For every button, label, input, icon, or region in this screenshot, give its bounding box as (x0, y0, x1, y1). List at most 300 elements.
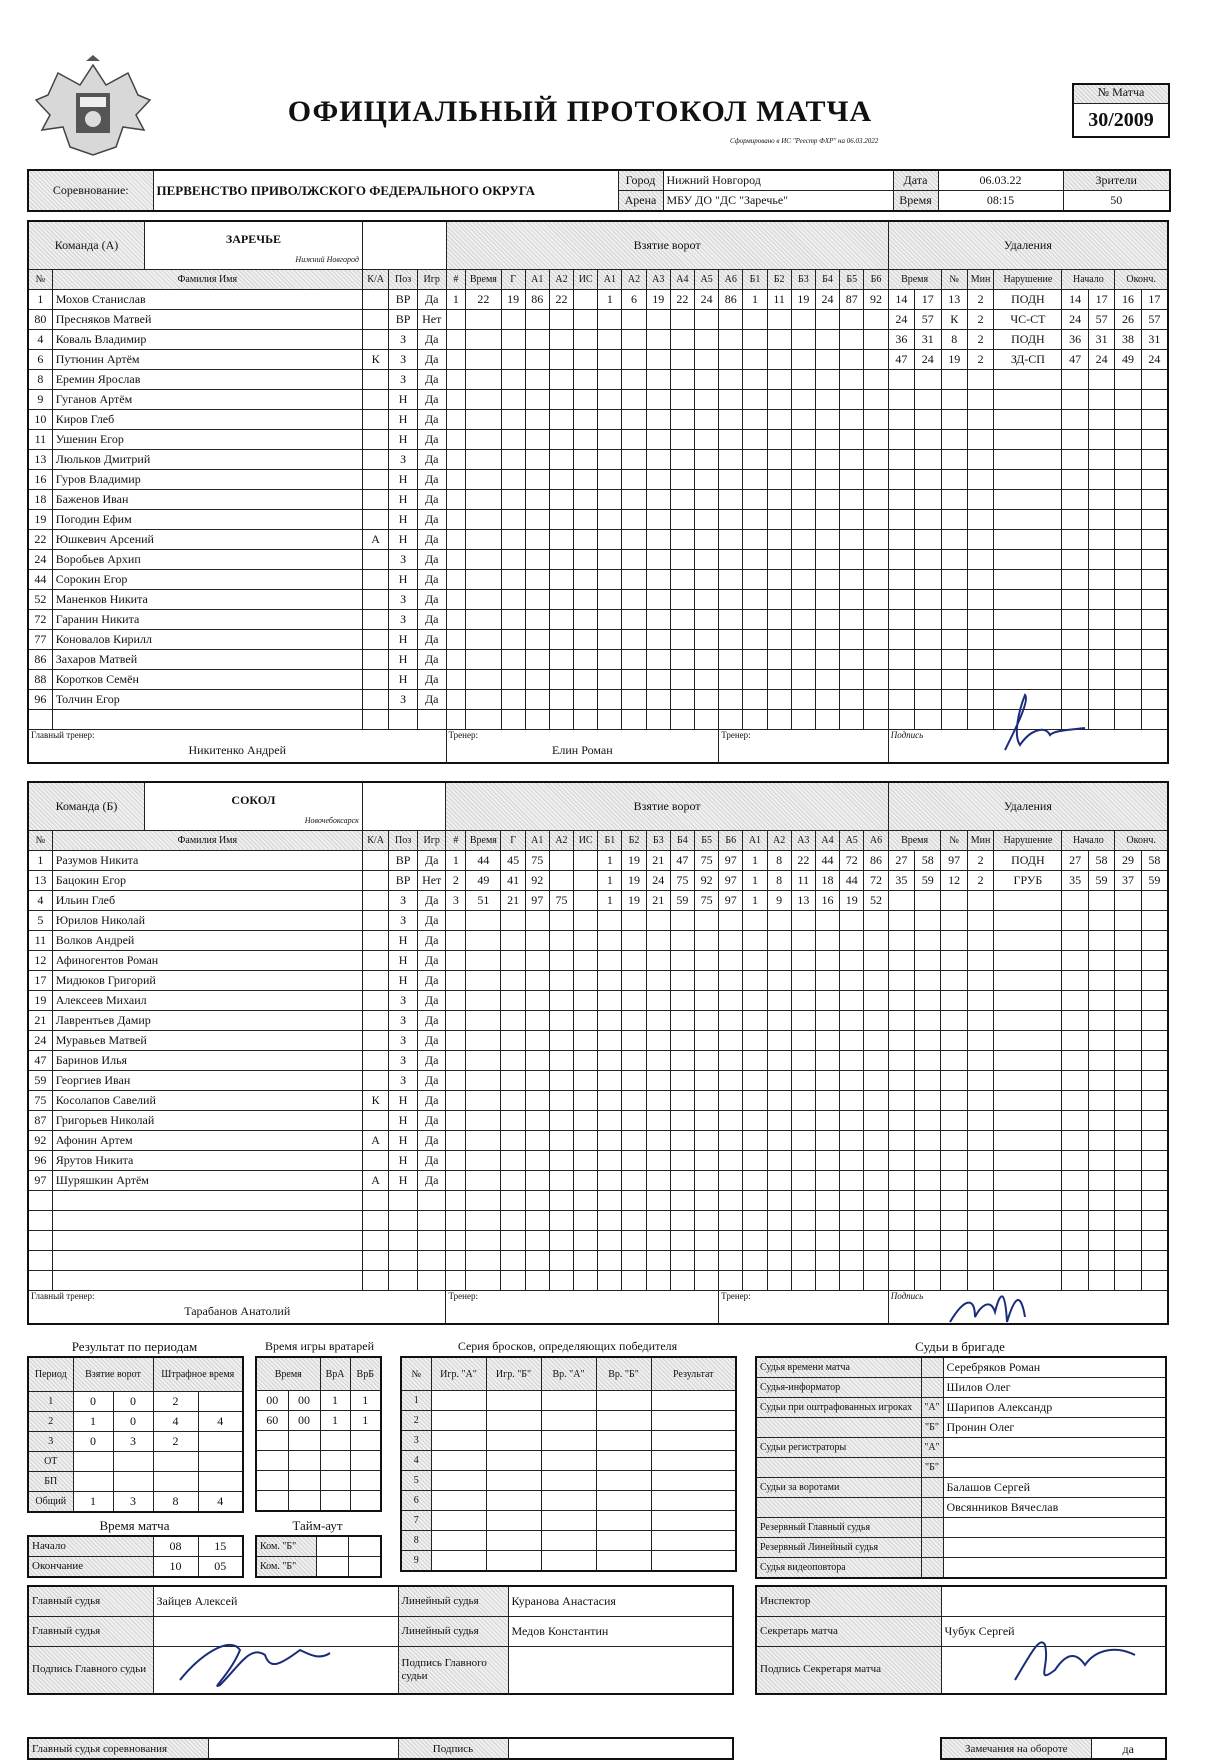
player-cell: А (362, 1130, 388, 1150)
goalie-cell (288, 1471, 320, 1491)
player-cell: 77 (28, 629, 52, 649)
col-header: № (28, 830, 52, 850)
goalie-row (256, 1471, 381, 1491)
time-value: 08:15 (938, 191, 1063, 212)
player-cell: Георгиев Иван (52, 1070, 362, 1090)
goal-cell: 75 (694, 850, 718, 870)
results-cell (198, 1471, 243, 1491)
player-cell: Да (417, 689, 446, 709)
player-row (28, 1190, 1168, 1210)
player-cell (362, 409, 388, 429)
goal-cell: 86 (719, 289, 743, 309)
penalty-cell: ПОДН (994, 289, 1062, 309)
team-a-section (27, 220, 1169, 764)
referee-row (756, 1418, 1166, 1438)
penalty-cell: 58 (1141, 850, 1168, 870)
player-row (28, 369, 1168, 389)
player-cell: Да (417, 990, 446, 1010)
goal-col-header: Г (501, 269, 525, 289)
player-cell (389, 1270, 418, 1290)
player-cell: Н (389, 529, 418, 549)
referee-name: Серебряков Роман (943, 1357, 1166, 1378)
player-cell: Юшкевич Арсений (52, 529, 362, 549)
referee-role (756, 1498, 921, 1518)
player-row (28, 349, 1168, 369)
player-cell: 11 (28, 930, 52, 950)
player-cell: З (389, 1030, 418, 1050)
goalies-col-b: ВрБ (350, 1357, 381, 1391)
results-cell: 1 (73, 1491, 113, 1512)
penalty-cell: 2 (967, 349, 993, 369)
player-cell: 96 (28, 689, 52, 709)
player-cell: Н (389, 469, 418, 489)
goal-cell: 1 (743, 870, 767, 890)
player-cell (362, 1050, 388, 1070)
player-cell: Разумов Никита (52, 850, 362, 870)
goal-cell (574, 289, 598, 309)
referee-role: Резервный Линейный судья (756, 1538, 921, 1558)
player-cell: Да (417, 409, 446, 429)
spectators-label: Зрители (1063, 170, 1170, 191)
player-cell (417, 1210, 446, 1230)
player-cell: Да (417, 489, 446, 509)
results-cell: 4 (198, 1491, 243, 1512)
referee-role: Судья-информатор (756, 1378, 921, 1398)
date-value: 06.03.22 (938, 170, 1063, 191)
goal-col-header: А2 (549, 269, 573, 289)
penalty-cell: 57 (1141, 309, 1168, 329)
player-cell: Да (417, 669, 446, 689)
player-cell: Коновалов Кирилл (52, 629, 362, 649)
player-cell: Нет (417, 309, 446, 329)
player-cell (362, 1150, 388, 1170)
shootout-row (401, 1451, 736, 1471)
sign-label: Подпись (890, 1290, 924, 1301)
goal-col-header: Время (466, 830, 501, 850)
pen-col-start: Начало (1062, 269, 1115, 289)
results-cell (153, 1451, 198, 1471)
player-cell: 17 (28, 970, 52, 990)
player-cell: 16 (28, 469, 52, 489)
shootout-no: 4 (401, 1451, 431, 1471)
player-cell (52, 1250, 362, 1270)
player-cell: Да (417, 970, 446, 990)
player-cell: Толчин Егор (52, 689, 362, 709)
player-cell: 1 (28, 850, 52, 870)
player-row (28, 930, 1168, 950)
timeout-table (255, 1535, 382, 1578)
inspector-label: Инспектор (756, 1586, 941, 1616)
player-cell (362, 1110, 388, 1130)
player-row (28, 850, 1168, 870)
penalty-cell: 57 (1088, 309, 1114, 329)
penalty-cell: 47 (888, 349, 914, 369)
player-cell: Баженов Иван (52, 489, 362, 509)
goal-col-header: ИС (574, 830, 598, 850)
goal-cell (549, 870, 573, 890)
player-cell (362, 389, 388, 409)
results-cell (198, 1431, 243, 1451)
goal-cell: 22 (791, 850, 815, 870)
results-cell: 3 (28, 1431, 73, 1451)
goal-cell: 72 (864, 870, 888, 890)
referee-row (756, 1538, 1166, 1558)
signature-team-a (975, 690, 1095, 770)
main-ref-sign-label: Подпись Главного судьи (28, 1646, 153, 1694)
shootout-title: Серия бросков, определяющих победителя (457, 1339, 678, 1353)
goal-cell: 52 (864, 890, 888, 910)
player-cell: 44 (28, 569, 52, 589)
player-cell (362, 1010, 388, 1030)
player-cell (389, 1210, 418, 1230)
competition-label: Соревнование: (28, 170, 153, 211)
referee-row (756, 1398, 1166, 1418)
player-cell: 72 (28, 609, 52, 629)
col-header: Игр (417, 269, 446, 289)
goalie-row (256, 1391, 381, 1411)
referee-row (756, 1478, 1166, 1498)
goal-cell: 1 (598, 850, 622, 870)
player-row (28, 589, 1168, 609)
player-cell: 52 (28, 589, 52, 609)
player-row (28, 629, 1168, 649)
player-cell (362, 569, 388, 589)
goal-col-header: Б4 (670, 830, 694, 850)
player-cell (362, 890, 388, 910)
player-cell: ВР (389, 289, 418, 309)
penalty-cell: 26 (1115, 309, 1141, 329)
results-cell: 3 (113, 1431, 153, 1451)
goalies-table (255, 1356, 382, 1512)
player-row (28, 329, 1168, 349)
referees-table (755, 1356, 1167, 1579)
goal-cell: 3 (446, 890, 466, 910)
goal-cell: 9 (767, 890, 791, 910)
goalie-cell (256, 1451, 288, 1471)
col-header: К/А (362, 830, 388, 850)
signature-team-b (945, 1282, 1055, 1342)
shootout-col: Вр. "А" (541, 1357, 596, 1391)
head-coach-name: Никитенко Андрей (188, 742, 286, 757)
shootout-col: Игр. "А" (431, 1357, 486, 1391)
goal-col-header: А4 (815, 830, 839, 850)
results-row (28, 1431, 243, 1451)
goal-col-header: А3 (791, 830, 815, 850)
player-cell: 75 (28, 1090, 52, 1110)
goal-cell: 8 (767, 870, 791, 890)
player-cell: Да (417, 449, 446, 469)
city-value: Нижний Новгород (663, 170, 893, 191)
goal-cell: 97 (719, 850, 743, 870)
goal-col-header: Б5 (840, 269, 864, 289)
penalty-cell: 97 (941, 850, 967, 870)
penalty-cell: 31 (915, 329, 941, 349)
referee-role: Судья времени матча (756, 1357, 921, 1378)
shootout-row (401, 1391, 736, 1411)
player-cell: 80 (28, 309, 52, 329)
player-cell (389, 1190, 418, 1210)
goal-cell: 87 (840, 289, 864, 309)
pen-col-start: Начало (1062, 830, 1115, 850)
player-cell (417, 1270, 446, 1290)
player-cell: ВР (389, 870, 418, 890)
referee-team (921, 1498, 943, 1518)
goal-cell: 86 (864, 850, 888, 870)
officials-left (27, 1585, 734, 1695)
results-cell: 1 (73, 1411, 113, 1431)
results-cell: 2 (153, 1431, 198, 1451)
linesman-label-2: Линейный судья (398, 1616, 508, 1646)
goal-cell: 24 (695, 289, 719, 309)
player-cell: Да (417, 509, 446, 529)
player-cell (362, 489, 388, 509)
player-cell: Да (417, 1050, 446, 1070)
player-cell: Н (389, 950, 418, 970)
player-cell: Да (417, 389, 446, 409)
results-row (28, 1391, 243, 1411)
penalty-cell: 57 (915, 309, 941, 329)
goal-cell: 1 (598, 890, 622, 910)
match-number: 30/2009 (1088, 109, 1154, 131)
player-row (28, 569, 1168, 589)
coach-label: Тренер: (448, 729, 478, 740)
col-header: Игр (417, 830, 446, 850)
goal-cell: 51 (466, 890, 501, 910)
pen-col-min: Мин (967, 830, 993, 850)
goal-col-header: А6 (719, 269, 743, 289)
notes-value: да (1091, 1738, 1166, 1759)
player-cell: Захаров Матвей (52, 649, 362, 669)
player-cell: Нет (417, 870, 446, 890)
player-cell: Алексеев Михаил (52, 990, 362, 1010)
coach-name: Елин Роман (552, 742, 613, 757)
referee-role: Судьи регистраторы (756, 1438, 921, 1458)
goalie-cell (256, 1471, 288, 1491)
col-header: № (28, 269, 52, 289)
results-row (28, 1411, 243, 1431)
player-row (28, 1150, 1168, 1170)
player-cell: 19 (28, 509, 52, 529)
pen-col-no: № (941, 830, 967, 850)
player-cell: Косолапов Савелий (52, 1090, 362, 1110)
player-cell (362, 1270, 388, 1290)
results-cell: ОТ (28, 1451, 73, 1471)
player-cell (389, 1250, 418, 1270)
player-cell (28, 1210, 52, 1230)
ref-sign-label: Подпись Главного судьи (398, 1646, 508, 1694)
goal-cell: 97 (719, 890, 743, 910)
player-cell: Н (389, 669, 418, 689)
shootout-no: 3 (401, 1431, 431, 1451)
player-row (28, 509, 1168, 529)
pen-col-end: Оконч. (1115, 269, 1168, 289)
goalie-cell: 00 (256, 1391, 288, 1411)
player-cell (362, 469, 388, 489)
goal-cell: 16 (815, 890, 839, 910)
goalies-col-a: ВрА (320, 1357, 350, 1391)
player-cell: З (389, 1050, 418, 1070)
player-cell: ВР (389, 850, 418, 870)
player-cell (362, 970, 388, 990)
goalies-title: Время игры вратарей (265, 1339, 374, 1353)
penalty-cell: 31 (1141, 329, 1168, 349)
goalie-cell: 00 (288, 1411, 320, 1431)
player-cell: Гуганов Артём (52, 389, 362, 409)
player-cell (362, 1250, 388, 1270)
pen-col-offense: Нарушение (994, 830, 1062, 850)
referee-name: Овсянников Вячеслав (943, 1498, 1166, 1518)
player-cell: 88 (28, 669, 52, 689)
goal-cell: 1 (743, 289, 767, 309)
goal-cell: 13 (791, 890, 815, 910)
notes-table (940, 1737, 1167, 1760)
player-cell: Путюнин Артём (52, 349, 362, 369)
linesman-2: Медов Константин (508, 1616, 733, 1646)
player-cell: Коваль Владимир (52, 329, 362, 349)
generated-note: Сформировано в ИС "Реестр ФХР" на 06.03.2022 (730, 137, 879, 145)
penalty-cell: 38 (1115, 329, 1141, 349)
referee-role: Судьи за воротами (756, 1478, 921, 1498)
player-cell (362, 1230, 388, 1250)
referee-role: Судья видеоповтора (756, 1558, 921, 1579)
player-cell: Да (417, 910, 446, 930)
goal-cell: 49 (466, 870, 501, 890)
penalty-cell: 16 (1115, 289, 1141, 309)
referee-row (756, 1498, 1166, 1518)
goal-cell: 8 (767, 850, 791, 870)
player-cell (417, 1230, 446, 1250)
main-ref-1: Зайцев Алексей (153, 1586, 398, 1616)
results-cell (153, 1471, 198, 1491)
arena-value: МБУ ДО "ДС "Заречье" (663, 191, 893, 212)
shootout-no: 9 (401, 1551, 431, 1572)
team-name: СОКОЛ (231, 793, 276, 807)
pen-col-no: № (941, 269, 967, 289)
penalty-cell: 13 (941, 289, 967, 309)
player-cell (362, 689, 388, 709)
goalie-row (256, 1431, 381, 1451)
player-cell: 24 (28, 1030, 52, 1050)
player-row (28, 449, 1168, 469)
referee-role: Судьи при оштрафованных игроках (756, 1398, 921, 1418)
player-row (28, 1030, 1168, 1050)
player-cell: Коротков Семён (52, 669, 362, 689)
arena-label: Арена (618, 191, 663, 212)
penalty-cell: 14 (888, 289, 914, 309)
player-cell: З (389, 349, 418, 369)
referee-role: Резервный Главный судья (756, 1518, 921, 1538)
player-cell (362, 589, 388, 609)
match-number-label: № Матча (1074, 85, 1168, 104)
shootout-no: 2 (401, 1411, 431, 1431)
goal-cell: 47 (670, 850, 694, 870)
goal-cell: 1 (743, 850, 767, 870)
player-row (28, 649, 1168, 669)
referee-name: Шилов Олег (943, 1378, 1166, 1398)
player-cell: Да (417, 429, 446, 449)
goal-cell: 44 (840, 870, 864, 890)
coach2-label: Тренер: (721, 729, 751, 740)
player-cell: 8 (28, 369, 52, 389)
player-cell: Н (389, 1170, 418, 1190)
penalty-cell: 14 (1062, 289, 1088, 309)
goal-cell: 1 (598, 289, 622, 309)
goal-cell: 75 (549, 890, 573, 910)
results-cell: 4 (198, 1411, 243, 1431)
player-cell: Да (417, 289, 446, 309)
penalty-cell: 47 (1062, 349, 1088, 369)
shootout-row (401, 1471, 736, 1491)
player-cell (52, 1230, 362, 1250)
eagle-emblem-icon (28, 55, 158, 165)
goalie-cell: 00 (288, 1391, 320, 1411)
player-cell (389, 709, 418, 729)
player-cell (52, 709, 362, 729)
player-cell: З (389, 549, 418, 569)
goal-col-header: А1 (598, 269, 622, 289)
col-header: Фамилия Имя (52, 830, 362, 850)
player-cell: К (362, 349, 388, 369)
player-cell: З (389, 910, 418, 930)
goal-col-header: # (446, 830, 466, 850)
player-cell: 13 (28, 449, 52, 469)
goal-cell: 1 (446, 850, 466, 870)
timeout-title: Тайм-аут (292, 1518, 343, 1533)
shootout-table (400, 1356, 737, 1572)
player-cell: Волков Андрей (52, 930, 362, 950)
player-row (28, 1230, 1168, 1250)
player-cell (28, 1250, 52, 1270)
goal-cell: 97 (525, 890, 549, 910)
shootout-row (401, 1491, 736, 1511)
referee-name (943, 1538, 1166, 1558)
goal-col-header: А2 (767, 830, 791, 850)
player-cell: 13 (28, 870, 52, 890)
player-row (28, 1130, 1168, 1150)
goal-cell: 19 (791, 289, 815, 309)
player-row (28, 309, 1168, 329)
player-cell: Н (389, 1110, 418, 1130)
player-cell (52, 1210, 362, 1230)
goal-cell: 92 (694, 870, 718, 890)
penalty-cell: ПОДН (994, 850, 1062, 870)
player-cell (362, 309, 388, 329)
player-cell: З (389, 689, 418, 709)
goalie-cell (256, 1431, 288, 1451)
goalie-cell (320, 1491, 350, 1512)
player-cell: А (362, 1170, 388, 1190)
goal-cell: 22 (466, 289, 501, 309)
goal-cell: 21 (646, 850, 670, 870)
referee-name: Шарипов Александр (943, 1398, 1166, 1418)
player-row (28, 389, 1168, 409)
notes-label: Замечания на обороте (941, 1738, 1091, 1759)
player-cell: Да (417, 649, 446, 669)
team-city: Нижний Новгород (295, 254, 359, 264)
player-cell: Лаврентьев Дамир (52, 1010, 362, 1030)
goal-cell (574, 870, 598, 890)
player-cell (362, 649, 388, 669)
player-cell: Да (417, 349, 446, 369)
penalty-cell: 36 (888, 329, 914, 349)
player-cell: Да (417, 529, 446, 549)
referee-role (756, 1418, 921, 1438)
player-cell: Люльков Дмитрий (52, 449, 362, 469)
results-cell: 0 (113, 1411, 153, 1431)
player-cell: Н (389, 629, 418, 649)
page-title: ОФИЦИАЛЬНЫЙ ПРОТОКОЛ МАТЧА (287, 95, 873, 128)
player-cell (362, 609, 388, 629)
